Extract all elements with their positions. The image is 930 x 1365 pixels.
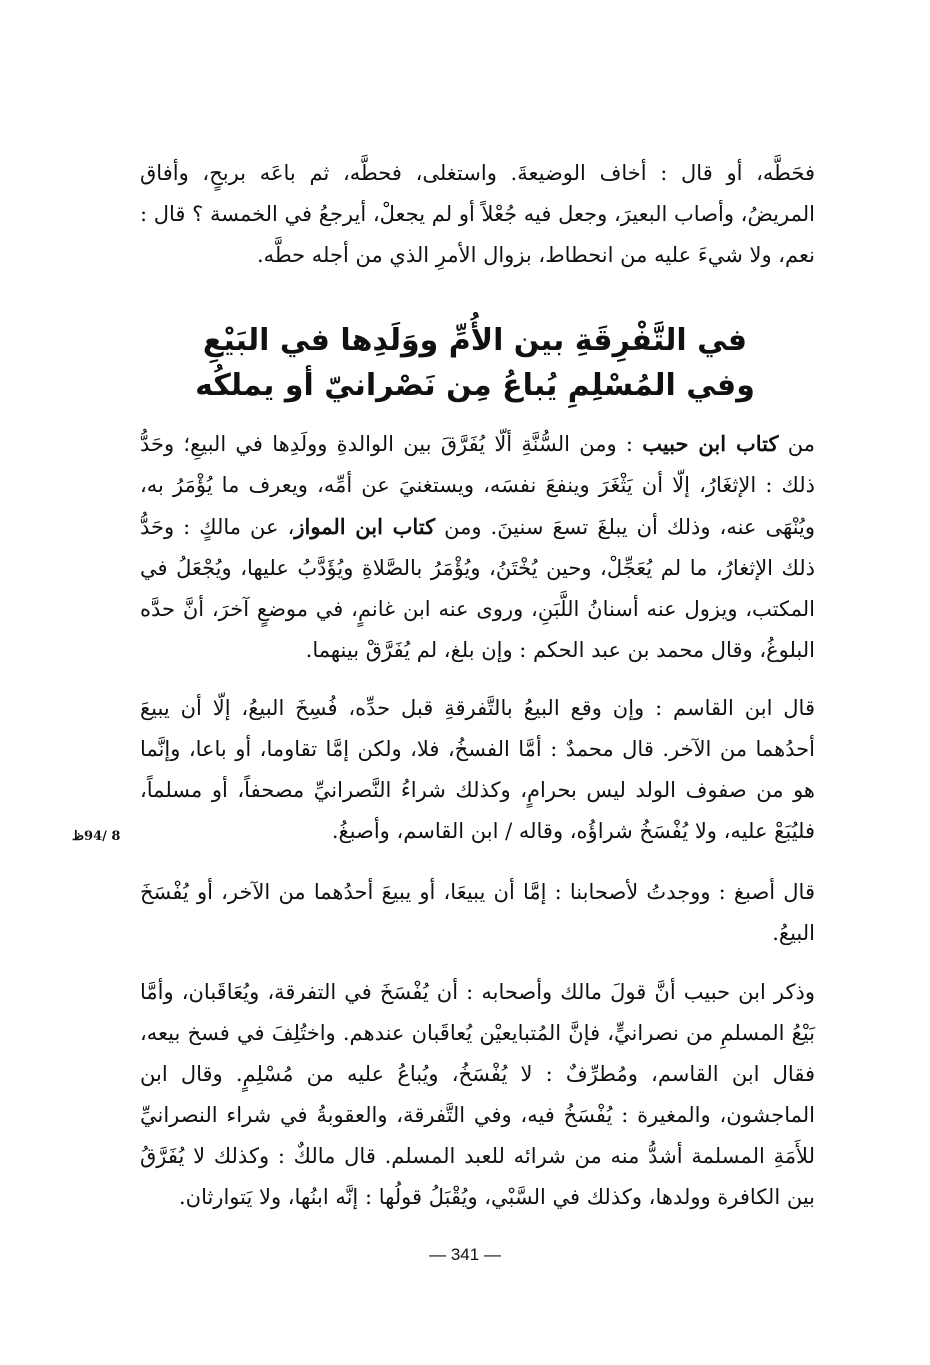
heading-line-2: وفي المُسْلِمِ يُباعُ مِن نَصْرانيّ أو يملكُه <box>195 368 755 403</box>
margin-folio-note: 8 /94ظ <box>72 829 121 844</box>
source-book-ibn-habib: كتاب ابن حبيب <box>642 431 779 456</box>
paragraph-ibn-al-qasim: قال ابن القاسم : وإن وقع البيعُ بالتَّفرقةِ قبل حدِّه، فُسِخَ البيعُ، إلّا أن يبيعَ أحدُهما من الآخر. قال محمدٌ : أمَّا الفسخُ، فلا، ولكن إمَّا تقاوما، أو باعا، وإنَّما هو من صفوف الولد ليس بحرامٍ، وكذلك شراءُ النَّصرانيِّ مصحفاً، أو مسلماً، فليُبَعْ عليه، ولا يُفْسَخُ شراؤُه، وقاله / ابن القاسم، وأصبغُ. <box>140 696 815 843</box>
section-heading <box>130 318 820 408</box>
paragraph-asbagh: قال أصبغ : ووجدتُ لأصحابنا : إمَّا أن يبيعَا، أو يبيعَ أحدُهما من الآخر، أو يُفْسَخَ البيعُ. <box>140 880 815 945</box>
paragraph-text-b: ، عن مالكٍ : وحَدُّ ذلك الإثغارُ، ما لم يُعَجِّلْ، وحين يُخْتَنُ، ويُؤْمَرُ بالصَّلاةِ ويُؤَدَّبُ عليها، ويُجْعَلُ في المكتب، ويزول عنه أسنانُ اللَّبَنِ، وروى عنه ابن غانمٍ، في موضعٍ آخرَ، أنَّ حدَّه البلوغُ، وقال محمد بن عبد الحكم : وإن بلغ، لم يُفَرَّقْ بينهما. <box>140 515 815 662</box>
paragraph-lead-word: من <box>787 432 815 456</box>
paragraph-ibn-habib-2: وذكر ابن حبيب أنَّ قولَ مالك وأصحابه : أن يُفْسَخَ في التفرقة، ويُعَاقَبان، وأمَّا بَيْعُ المسلمِ من نصرانيٍّ، فإنَّ المُتبايعيْن يُعاقَبان عندهم. واختُلِفَ في فسخ بيعه، فقال ابن القاسم، ومُطرِّفٌ : لا يُفْسَخُ، ويُباعُ عليه من مُسْلِمٍ. وقال ابن الماجشون، والمغيرة : يُفْسَخُ فيه، وفي التَّفرقة، والعقوبةُ في شراء النصرانيِّ للأَمَةِ المسلمة أشدُّ منه من شرائه للعبد المسلم. قال مالكٌ : وكذلك لا يُفَرَّقُ بين الكافرة وولدها، وكذلك في السَّبْي، ويُقْبَلُ قولُها : إنَّه ابنُها، ولا يَتوارثان. <box>140 980 815 1209</box>
paragraph-ibn-habib <box>140 423 815 671</box>
page-number: — 341 — <box>429 1245 501 1264</box>
source-book-ibn-al-mawaz: كتاب ابن المواز <box>294 514 436 539</box>
paragraph-intro: فحَطَّه، أو قال : أخاف الوضيعةَ. واستغلى، فحطَّه، ثم باعَه بربحٍ، وأفاق المريضُ، وأصاب البعيرَ، وجعل فيه جُعْلاً أو لم يجعلْ، أيرجعُ في الخمسة ؟ قال : نعم، ولا شيءَ عليه من انحطاط، بزوال الأمرِ الذي من أجله حطَّه. <box>140 161 815 267</box>
paragraph-text-a: : ومن السُّنَّةِ ألّا يُفَرَّقَ بين الوالدةِ وولَدِها في البيعِ؛ وحَدُّ ذلك : الإثغَارُ، إلّا أن يَثْغَرَ وينفعَ نفسَه، ويستغنيَ عن أمِّه، ويعرف ما يُؤْمَرُ به، ويُنْهَى عنه، وذلك أن يبلغَ تسعَ سنينَ. ومن <box>140 432 815 539</box>
heading-line-1: في التَّفْرِقَةِ بين الأُمِّ ووَلَدِها في البَيْعِ <box>202 323 748 358</box>
